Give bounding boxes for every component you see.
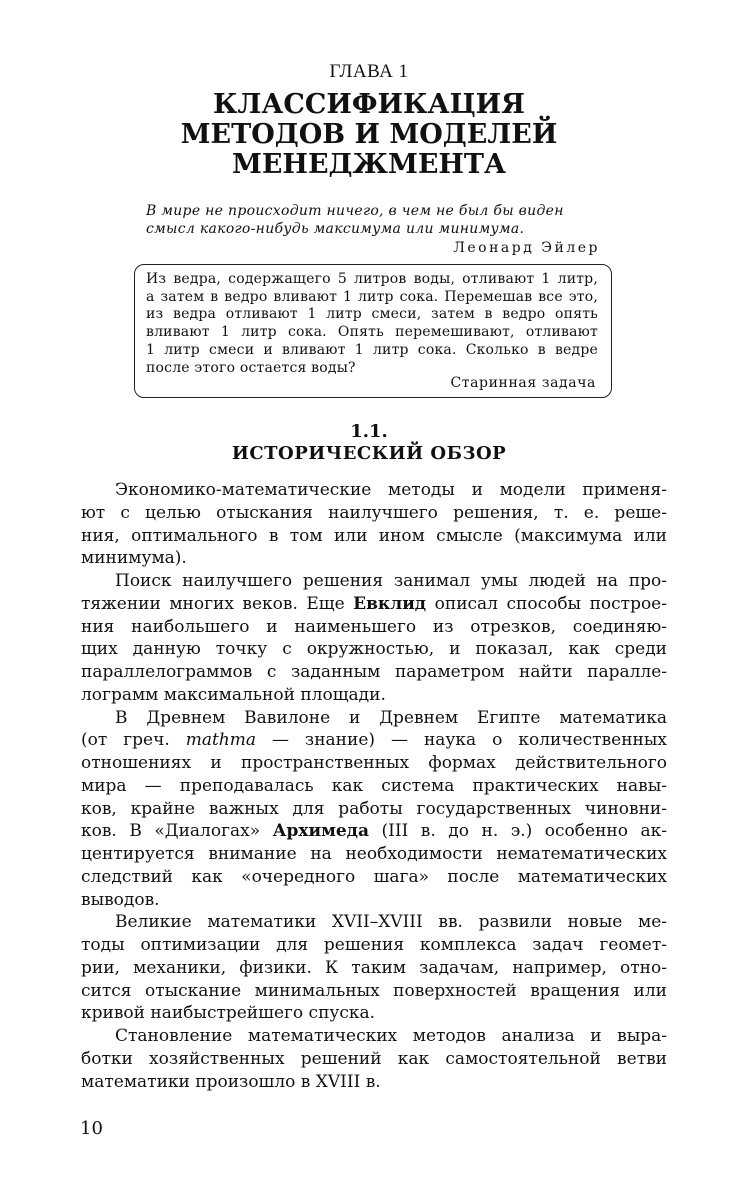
text-run: тяжении многих веков. Еще (81, 593, 354, 614)
paragraph-line (81, 729, 667, 752)
paragraph-line: кривой наибыстрейшего спуска. (81, 1003, 376, 1024)
paragraph-line: ботки хозяйственных решений как самостоятельной ветви (81, 1048, 667, 1069)
paragraph-line: Великие математики XVII–XVIII вв. развили новые ме- (115, 912, 667, 933)
paragraph-line: ния, оптимального в том или ином смысле (максимума или (81, 525, 667, 546)
name-archimedes: Архимеда (272, 821, 370, 842)
chapter-title (0, 90, 738, 180)
paragraph-line: В Древнем Вавилоне и Древнем Египте математика (115, 707, 667, 728)
task-line: Из ведра, содержащего 5 литров воды, отливают 1 литр, (146, 271, 598, 287)
paragraph-line: щих данную точку с окружностью, и показал, как среди (81, 639, 667, 660)
section-number: 1.1. (350, 421, 388, 442)
task-source: Старинная задача (450, 375, 596, 391)
text-run: (от греч. (81, 730, 186, 751)
epigraph-line: смысл какого-нибудь максимума или минимума. (146, 221, 525, 237)
paragraph-line: параллелограммов с заданным параметром найти паралле- (81, 662, 667, 682)
task-line: вливают 1 литр сока. Опять перемешивают, отливают (146, 324, 598, 341)
name-euclid: Евклид (353, 593, 427, 614)
paragraph-line: сится отыскание минимальных поверхностей вращения или (81, 980, 667, 1001)
paragraph-line: отношениях и пространственных формах действительного (81, 753, 667, 773)
task-text (146, 271, 598, 377)
task-line: 1 литр смеси и вливают 1 литр сока. Сколько в ведре (146, 341, 598, 358)
paragraph-line (81, 820, 667, 843)
paragraph-line: минимума). (81, 548, 187, 569)
chapter-title-line: КЛАССИФИКАЦИЯ (212, 89, 525, 120)
section-title: ИСТОРИЧЕСКИЙ ОБЗОР (231, 443, 507, 464)
epigraph-author: Леонард Эйлер (453, 240, 600, 256)
text-run: ков. В «Диалогах» (81, 821, 273, 842)
paragraph-line: следствий как «очередного шага» после математических (81, 866, 667, 887)
text-run: (III в. до н. э.) особенно ак- (369, 821, 667, 842)
task-line: из ведра отливают 1 литр смеси, затем в ведро опять (146, 306, 598, 323)
paragraph-line: ют с целью отыскания наилучшего решения, т. е. реше- (81, 502, 667, 523)
task-line: а затем в ведро вливают 1 литр сока. Перемешав все это, (146, 288, 598, 305)
paragraph-line: лограмм максимальной площади. (81, 684, 386, 705)
epigraph-line: В мире не происходит ничего, в чем не был бы виден (146, 203, 564, 219)
chapter-title-line: МЕТОДОВ И МОДЕЛЕЙ (180, 119, 558, 150)
paragraph-line: Экономико-математические методы и модели применя- (115, 480, 667, 500)
paragraph-line: математики произошло в XVIII в. (81, 1071, 381, 1092)
paragraph-line: Становление математических методов анализа и выра- (115, 1026, 667, 1046)
paragraph-line: рии, механики, физики. К таким задачам, например, отно- (81, 957, 667, 978)
text-run: — знание) — наука о количественных (256, 730, 667, 751)
task-line: после этого остается воды? (146, 359, 356, 376)
chapter-title-line: МЕНЕДЖМЕНТА (231, 149, 507, 180)
body-text (81, 479, 667, 1093)
paragraph-line: тоды оптимизации для решения комплекса задач геомет- (81, 935, 667, 955)
paragraph-line: ков, крайне важных для работы государственных чиновни- (81, 798, 667, 819)
paragraph-line: ния наибольшего и наименьшего из отрезков, соединяю- (81, 616, 667, 637)
paragraph-line: мира — преподавалась как система практических навы- (81, 775, 667, 796)
epigraph (146, 202, 600, 238)
chapter-label: ГЛАВА 1 (329, 61, 409, 82)
page-number: 10 (80, 1118, 103, 1139)
text-run: описал способы построе- (426, 593, 667, 614)
paragraph-line: центируется внимание на необходимости нематематических (81, 844, 667, 864)
paragraph-line: выводов. (81, 889, 160, 910)
paragraph-line: Поиск наилучшего решения занимал умы людей на про- (115, 571, 667, 591)
paragraph-line (81, 593, 667, 616)
term-mathma: mathma (185, 730, 256, 751)
